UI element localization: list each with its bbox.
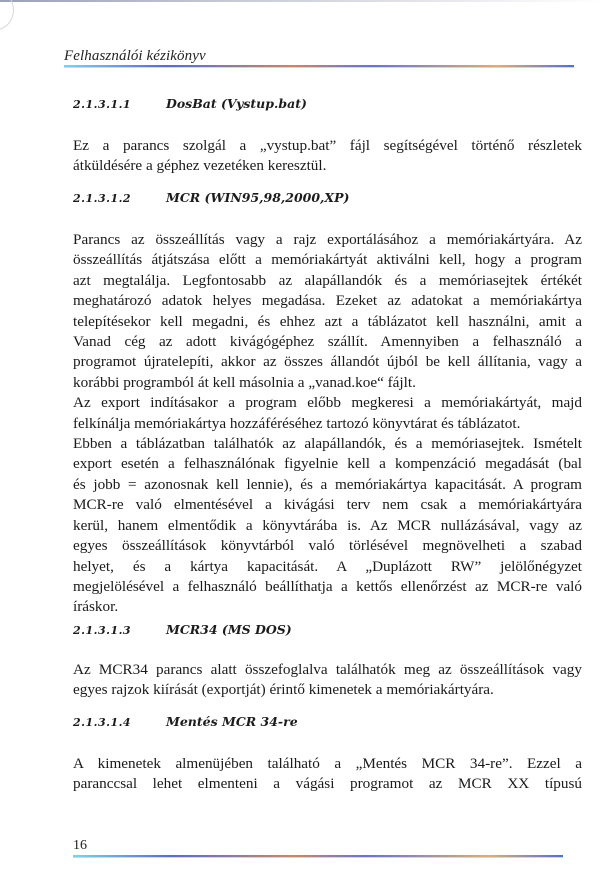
scan-top-edge — [0, 0, 604, 2]
section-heading — [73, 190, 582, 210]
text-line: íráskor. — [73, 598, 119, 616]
text-line: Ebben a táblázatban találhatók az alapállandók, és a memóriasejtek. Ismételt — [73, 435, 582, 453]
text-line: Az export indításakor a program előbb megkeresi a memóriakártyát, majd — [73, 394, 582, 412]
text-line: Vanad cég az adott kivágógéphez szállít. Amennyiben a felhasználó a — [73, 333, 582, 351]
section-heading — [73, 714, 582, 734]
text-line: telepítésekor kell megadni, és ehhez azt a táblázatot kell használni, amit a — [73, 312, 582, 330]
page-footer — [73, 838, 563, 857]
text-line: felkínálja memóriakártya hozzáféréséhez tartozó könyvtárat és táblázatot. — [73, 414, 521, 432]
section-mentes-mcr34 — [73, 714, 582, 795]
section-title: Mentés MCR 34-re — [166, 714, 298, 729]
text-line: meghatározó adatok helyes megadása. Ezeket az adatokat a memóriakártya — [73, 292, 582, 310]
page-number: 16 — [73, 838, 87, 853]
text-line: export esetén a felhasználónak figyelnie kell a kompenzáció megadását (bal — [73, 455, 582, 473]
section-dosbat — [73, 96, 582, 177]
section-paragraph — [73, 754, 582, 795]
section-heading — [73, 96, 582, 116]
section-number: 2.1.3.1.1 — [73, 98, 132, 111]
section-title: MCR (WIN95,98,2000,XP) — [166, 190, 350, 205]
text-line: megjelölésével a felhasználó beállíthatja a kettős ellenőrzést az MCR-re való — [73, 577, 582, 595]
section-paragraph — [73, 230, 582, 618]
manual-title: Felhasználói kézikönyv — [64, 48, 206, 64]
text-line: összeállítás átjátszása előtt a memóriakártyát aktiválni kell, hogy a program — [73, 251, 582, 269]
text-line: helyet, és a kártya kapacitását. A „Duplázott RW” jelölőnégyzet — [73, 557, 582, 575]
text-line: paranccsal lehet elmenteni a vágási programot az MCR XX típusú — [73, 775, 582, 793]
text-line: programot újratelepíti, akkor az összes állandót újból be kell állítania, vagy a — [73, 353, 582, 371]
text-line: átküldésére a géphez vezetéken keresztül. — [73, 157, 327, 175]
text-line: Az MCR34 parancs alatt összefoglalva találhatók meg az összeállítások vagy — [73, 661, 582, 678]
section-heading — [73, 622, 582, 642]
text-line: Ez a parancs szolgál a „vystup.bat” fájl segítségével történő részletek — [73, 137, 582, 154]
footer-rule — [73, 855, 563, 857]
section-number: 2.1.3.1.3 — [73, 624, 132, 637]
section-mcr — [73, 190, 582, 618]
text-line: kerül, hanem elmentődik a könyvtárába is. Az MCR nullázásával, vagy az — [73, 516, 582, 534]
section-title: DosBat (Vystup.bat) — [166, 96, 307, 111]
running-header — [64, 48, 574, 67]
section-number: 2.1.3.1.4 — [73, 716, 132, 729]
text-line: egyes összeállítások könyvtárból való törlésével megnövelheti a szabad — [73, 537, 582, 555]
text-line: korábbi programból át kell másolnia a „vanad.koe“ fájlt. — [73, 373, 416, 391]
section-title: MCR34 (MS DOS) — [166, 622, 292, 637]
text-line: MCR-re való elmentésével a kivágási terv nem csak a memóriakártyára — [73, 496, 582, 514]
text-line: A kimenetek almenüjében található a „Mentés MCR 34-re”. Ezzel a — [73, 755, 582, 772]
text-line: azt megtalálja. Legfontosabb az alapállandók és a memóriasejtek értékét — [73, 271, 582, 289]
text-line: egyes rajzok kiírását (exportját) érintő kimenetek a memóriakártyára. — [73, 681, 494, 699]
text-line: Parancs az összeállítás vagy a rajz exportálásához a memóriakártyára. Az — [73, 231, 582, 248]
header-rule — [64, 65, 574, 67]
section-mcr34 — [73, 622, 582, 701]
page-corner-mark — [0, 0, 14, 30]
section-paragraph — [73, 136, 582, 177]
text-line: és jobb = azonosnak kell lennie), és a memóriakártya kapacitását. A program — [73, 475, 582, 493]
section-number: 2.1.3.1.2 — [73, 192, 132, 205]
section-paragraph — [73, 660, 582, 701]
